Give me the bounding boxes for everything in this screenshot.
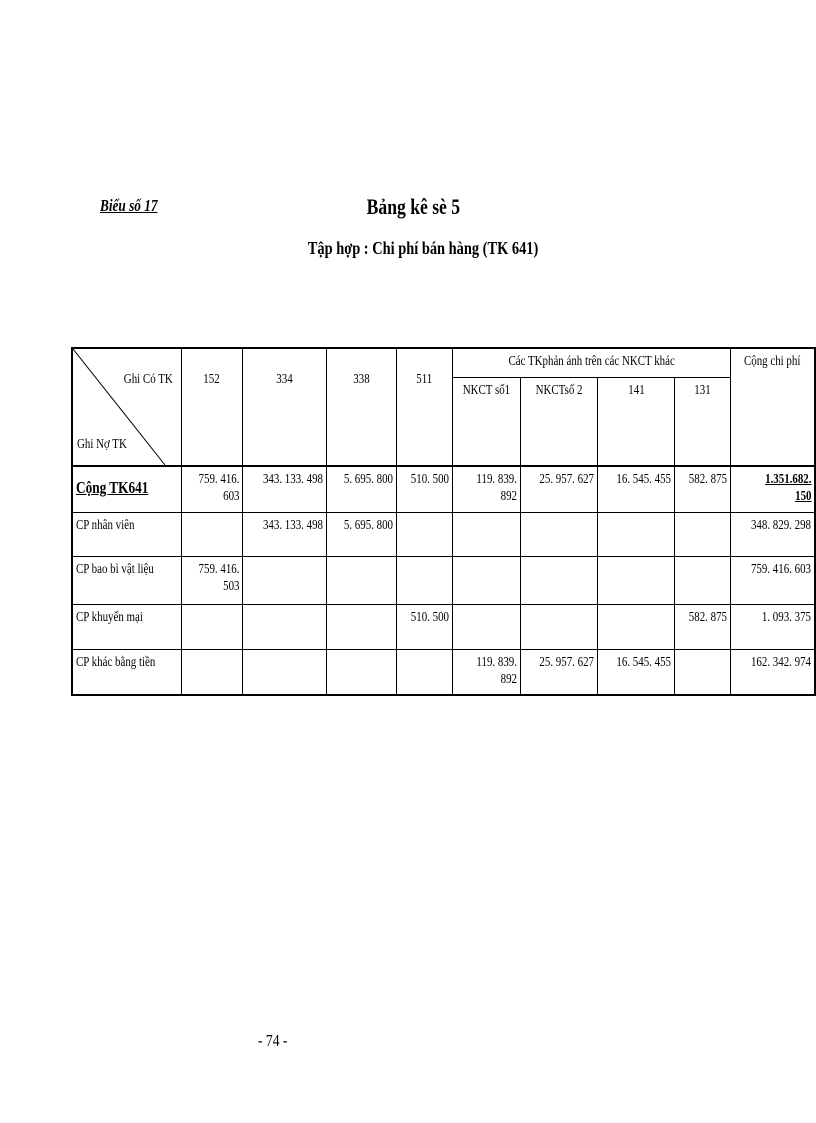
cell-152 <box>181 604 242 649</box>
col-header-141: 141 <box>598 378 675 467</box>
row-label: CP khuyến mại <box>72 604 181 649</box>
document-subtitle: Tập hợp : Chi phí bán hàng (TK 641) <box>307 238 539 258</box>
cell-131: 582. 875 <box>675 466 731 512</box>
cell-141: 16. 545. 455 <box>598 466 675 512</box>
expense-table <box>71 347 816 696</box>
col-group-other-nkct: Các TKphản ánh trên các NKCT khác <box>453 348 731 378</box>
cell-334 <box>243 649 327 695</box>
col-header-131: 131 <box>675 378 731 467</box>
row-label: CP khác bằng tiền <box>72 649 181 695</box>
cell-131 <box>675 556 731 604</box>
cell-total: 348. 829. 298 <box>731 512 816 556</box>
cell-nkct1 <box>453 556 521 604</box>
cell-152: 759. 416. 603 <box>181 466 242 512</box>
cell-338 <box>327 556 397 604</box>
col-header-152: 152 <box>181 348 242 466</box>
cell-334: 343. 133. 498 <box>243 466 327 512</box>
row-label: CP bao bì vật liệu <box>72 556 181 604</box>
cell-338: 5. 695. 800 <box>327 512 397 556</box>
table-row-total <box>72 466 815 512</box>
cell-total: 1. 093. 375 <box>731 604 816 649</box>
cell-141: 16. 545. 455 <box>598 649 675 695</box>
cell-338 <box>327 649 397 695</box>
cell-511: 510. 500 <box>397 604 453 649</box>
cell-nkct2: 25. 957. 627 <box>521 466 598 512</box>
cell-total: 759. 416. 603 <box>731 556 816 604</box>
corner-cell <box>72 348 181 466</box>
cell-total: 1.351.682. 150 <box>731 466 816 512</box>
cell-152 <box>181 512 242 556</box>
col-header-511: 511 <box>397 348 453 466</box>
col-header-nkct1: NKCT số1 <box>453 378 521 467</box>
document-title: Bảng kê sè 5 <box>366 194 460 219</box>
cell-nkct2 <box>521 512 598 556</box>
cell-141 <box>598 556 675 604</box>
cell-334 <box>243 556 327 604</box>
cell-511: 510. 500 <box>397 466 453 512</box>
cell-334: 343. 133. 498 <box>243 512 327 556</box>
cell-338 <box>327 604 397 649</box>
form-label: Biểu số 17 <box>100 196 158 215</box>
cell-131 <box>675 649 731 695</box>
cell-141 <box>598 604 675 649</box>
cell-131 <box>675 512 731 556</box>
table-row <box>72 649 815 695</box>
cell-511 <box>397 512 453 556</box>
page-number: - 74 - <box>258 1031 288 1050</box>
cell-152 <box>181 649 242 695</box>
corner-debit-label: Ghi Nợ TK <box>77 437 127 452</box>
cell-152: 759. 416. 503 <box>181 556 242 604</box>
cell-511 <box>397 556 453 604</box>
cell-nkct2: 25. 957. 627 <box>521 649 598 695</box>
table-row <box>72 556 815 604</box>
table-row <box>72 604 815 649</box>
cell-nkct1 <box>453 512 521 556</box>
cell-334 <box>243 604 327 649</box>
cell-nkct1: 119. 839. 892 <box>453 649 521 695</box>
table-row <box>72 512 815 556</box>
col-header-total: Cộng chi phí <box>731 348 816 466</box>
cell-131: 582. 875 <box>675 604 731 649</box>
cell-nkct2 <box>521 604 598 649</box>
row-label: Cộng TK641 <box>72 466 181 512</box>
cell-338: 5. 695. 800 <box>327 466 397 512</box>
col-header-338: 338 <box>327 348 397 466</box>
cell-nkct1: 119. 839. 892 <box>453 466 521 512</box>
cell-141 <box>598 512 675 556</box>
cell-511 <box>397 649 453 695</box>
cell-nkct2 <box>521 556 598 604</box>
cell-total: 162. 342. 974 <box>731 649 816 695</box>
corner-credit-label: Ghi Có TK <box>123 372 173 387</box>
col-header-334: 334 <box>243 348 327 466</box>
row-label: CP nhân viên <box>72 512 181 556</box>
header-row <box>72 348 815 378</box>
col-header-nkct2: NKCTsố 2 <box>521 378 598 467</box>
cell-nkct1 <box>453 604 521 649</box>
